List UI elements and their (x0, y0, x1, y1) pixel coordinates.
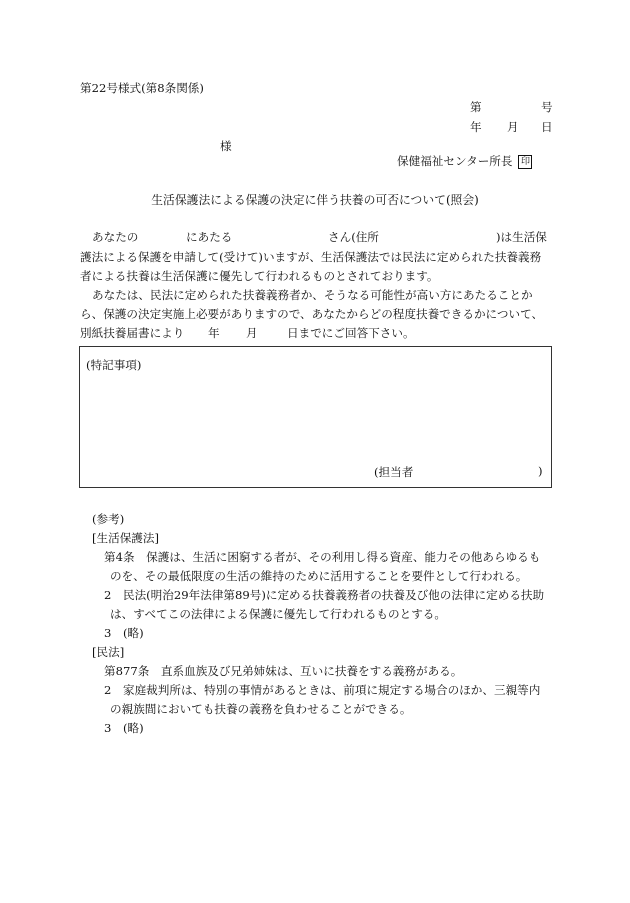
law1-article3: 3 (略) (104, 626, 144, 640)
addressee: 様 (220, 139, 232, 153)
law1-article1-l1: 第4条 保護は、生活に困窮する者が、その利用し得る資産、能力その他あらゆるも (104, 550, 541, 564)
seal-mark: 印 (518, 155, 532, 169)
body-p1-l1-a: あなたの (92, 230, 139, 244)
date-day: 日 (541, 120, 553, 134)
date-month: 月 (507, 120, 519, 134)
notes-box (79, 346, 552, 488)
staff-close: ) (538, 464, 543, 478)
number-prefix: 第 (470, 100, 482, 114)
law2-article1: 第877条 直系血族及び兄弟姉妹は、互いに扶養をする義務がある。 (104, 664, 463, 678)
law1-article1-l2: のを、その最低限度の生活の維持のために活用することを要件として行われる。 (110, 569, 528, 583)
body-p1-l1-b: にあたる (186, 230, 233, 244)
body-p2-l3-d: 日までにご回答下さい。 (287, 326, 415, 340)
body-p2-l3-year: 年 (208, 326, 220, 340)
body-p1-l1-d: )は生活保 (496, 230, 547, 244)
body-p2-l2: ら、保護の決定実施上必要がありますので、あなたからどの程度扶養できるかについて、 (80, 307, 544, 321)
body-p2-l3-month: 月 (246, 326, 258, 340)
notes-label: (特記事項) (86, 358, 142, 372)
number-suffix: 号 (541, 100, 553, 114)
law2-article2-l1: 2 家庭裁判所は、特別の事情があるときは、前項に規定する場合のほか、三親等内 (104, 683, 541, 697)
body-p2-l3-a: 別紙扶養届書により (80, 326, 185, 340)
law1-article2-l1: 2 民法(明治29年法律第89号)に定める扶養義務者の扶養及び他の法律に定める扶助 (104, 588, 545, 602)
law1-article2-l2: は、すべてこの法律による保護に優先して行われるものとする。 (110, 607, 446, 621)
form-number: 第22号様式(第8条関係) (80, 81, 204, 95)
body-p2-l1: あなたは、民法に定められた扶養義務者か、そうなる可能性が高い方にあたることか (92, 288, 533, 302)
document-title: 生活保護法による保護の決定に伴う扶養の可否について(照会) (151, 193, 479, 207)
body-p1-l2: 護法による保護を申請して(受けて)いますが、生活保護法では民法に定められた扶養義務 (80, 250, 542, 264)
sender-title: 保健福祉センター所長 (397, 154, 513, 168)
law2-title: [民法] (92, 645, 125, 659)
law2-article3: 3 (略) (104, 721, 144, 735)
law2-article2-l2: の親族間においても扶養の義務を負わせることができる。 (110, 702, 412, 716)
sender (397, 153, 532, 169)
staff-label: (担当者 (374, 465, 414, 479)
body-p1-l1-c: さん(住所 (328, 230, 379, 244)
reference-heading: (参考) (92, 512, 125, 526)
date-year: 年 (470, 120, 482, 134)
law1-title: [生活保護法] (92, 531, 160, 545)
body-p1-l3: 者による扶養は生活保護に優先して行われるものとされております。 (80, 269, 439, 283)
